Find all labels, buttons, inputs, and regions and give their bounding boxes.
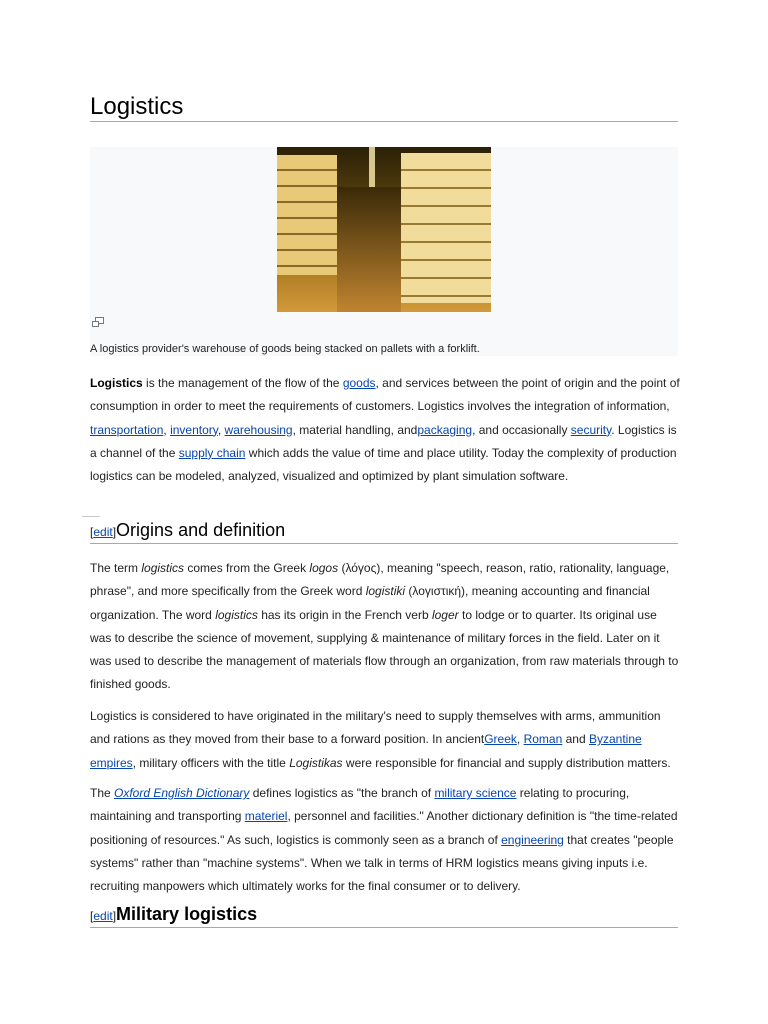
section-heading-military-logistics: [edit]Military logistics xyxy=(90,904,258,924)
enlarge-icon[interactable] xyxy=(92,317,104,327)
edit-link[interactable]: edit xyxy=(93,909,113,923)
link-transportation[interactable]: transportation xyxy=(90,422,164,437)
section-heading-origins: [edit]Origins and definition xyxy=(90,520,286,540)
intro-paragraph: Logistics is the management of the flow of the goods, and services between the point of origin and the point of consumption in order to meet the requirements of customers. Logistics involves the integration of information, transportation, inventory, warehousing, material handling, andpackaging, and occasionally security. Logistics is a channel of the supply chain which adds the value of time and place utility. Today the complexity of production logistics can be modeled, analyzed, visualized and optimized by plant simulation software. xyxy=(90,376,680,484)
link-goods[interactable]: goods xyxy=(342,376,376,390)
link-inventory[interactable]: inventory xyxy=(170,422,218,437)
divider xyxy=(82,516,100,517)
link-supply-chain[interactable]: supply chain xyxy=(178,445,246,460)
link-warehousing[interactable]: warehousing xyxy=(224,422,293,437)
title-divider xyxy=(90,121,678,122)
figure-caption: A logistics provider's warehouse of goods being stacked on pallets with a forklift. xyxy=(90,343,480,355)
link-security[interactable]: security xyxy=(570,422,612,437)
page-title: Logistics xyxy=(90,93,184,120)
link-roman[interactable]: Roman xyxy=(523,732,563,747)
link-oxford-english-dictionary[interactable]: Oxford English Dictionary xyxy=(114,786,250,800)
figure xyxy=(90,147,678,356)
origins-paragraph-3: The Oxford English Dictionary defines logistics as "the branch of military science relating to procuring, maintaining and transporting materiel, personnel and facilities." Another dictionary definition is "the time-related positioning of resources." As such, logistics is commonly seen as a branch of engineering that creates "people systems" rather than "machine systems". When we talk in terms of HRM logistics means giving inputs i.e. recruiting manpowers which ultimately works for the final consumer or to delivery. xyxy=(90,786,678,894)
link-greek[interactable]: Greek xyxy=(484,732,517,747)
origins-paragraph-1: The term logistics comes from the Greek logos (λόγος), meaning "speech, reason, ratio, rationality, language, phrase", and more specifically from the Greek word logistiki (λογιστική), meaning accounting and financial organization. The word logistics has its origin in the French verb loger to lodge or to quarter. Its original use was to describe the science of movement, supplying & maintenance of military forces in the field. Later on it was used to describe the management of materials flow through an organization, from raw materials through to finished goods. xyxy=(90,561,679,692)
edit-link[interactable]: edit xyxy=(93,525,113,539)
section-divider xyxy=(90,543,678,544)
link-engineering[interactable]: engineering xyxy=(501,832,564,847)
link-military-science[interactable]: military science xyxy=(434,786,517,800)
origins-paragraph-2: Logistics is considered to have originated in the military's need to supply themselves with arms, ammunition and rations as they moved from their base to a forward position. In ancientGreek, Roman and Byzantine empires, military officers with the title Logistikas were responsible for financial and supply distribution matters. xyxy=(90,709,671,770)
link-byzantine-empires[interactable]: Byzantine empires xyxy=(90,732,642,770)
section-divider xyxy=(90,927,678,928)
warehouse-photo[interactable] xyxy=(277,147,491,312)
link-packaging[interactable]: packaging xyxy=(417,422,473,437)
link-materiel[interactable]: materiel xyxy=(244,809,288,824)
